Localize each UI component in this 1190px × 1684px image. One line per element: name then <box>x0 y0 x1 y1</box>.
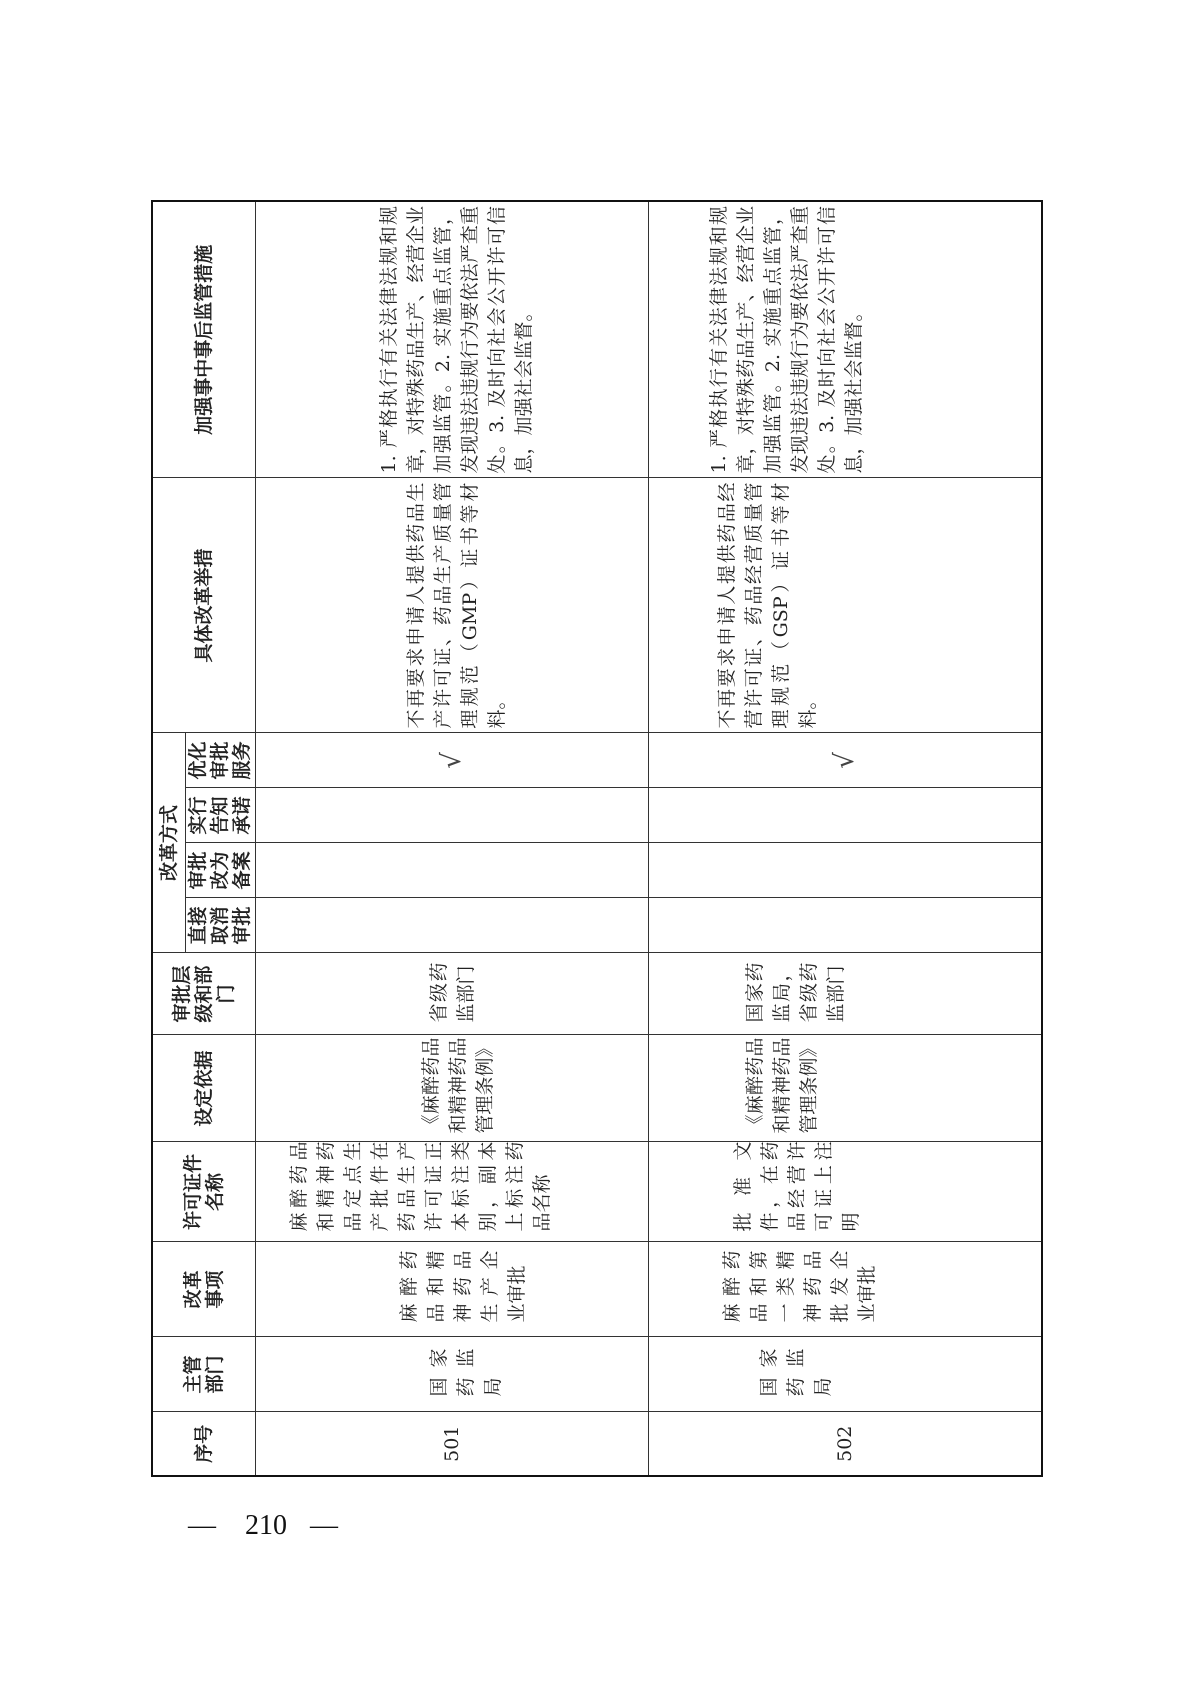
cell-mode-notice <box>648 788 1042 843</box>
cell-mode-cancel <box>255 898 648 953</box>
cell-measures: 不再要求申请人提供药品生产许可证、药品生产质量管理规范（GMP）证书等材料。 <box>255 478 648 733</box>
cell-item: 麻醉药品和精神药品生产企业审批 <box>255 1242 648 1337</box>
cell-measures: 不再要求申请人提供药品经营许可证、药品经营质量管理规范（GSP）证书等材料。 <box>648 478 1042 733</box>
cell-level: 省级药监部门 <box>255 953 648 1035</box>
cell-item: 麻醉药品和第一类精神药品批发企业审批 <box>648 1242 1042 1337</box>
cell-level: 国家药监局，省级药监部门 <box>648 953 1042 1035</box>
cell-seq: 501 <box>255 1412 648 1476</box>
table-row-501 <box>255 201 648 1476</box>
cell-mode-cancel <box>648 898 1042 953</box>
header-basis: 设定依据 <box>152 1035 255 1142</box>
header-row-top <box>152 201 185 1476</box>
cell-mode-record <box>648 843 1042 898</box>
cell-supervision: 1. 严格执行有关法律法规和规章，对特殊药品生产、经营企业加强监管。2. 实施重点监管，发现违法违规行为要依法严查重处。3. 及时向社会公开许可信息，加强社会监督。 <box>648 201 1042 478</box>
table-row-502 <box>648 201 1042 1476</box>
header-mode-record: 审批改为备案 <box>185 843 255 898</box>
header-mode-optimize: 优化审批服务 <box>185 733 255 788</box>
page-dash-left: — <box>188 1510 216 1541</box>
cell-mode-optimize: √ <box>255 733 648 788</box>
cell-mode-notice <box>255 788 648 843</box>
cell-dept: 国家药监局 <box>255 1337 648 1412</box>
page-dash-right: — <box>310 1510 338 1541</box>
cell-basis: 《麻醉药品和精神药品管理条例》 <box>648 1035 1042 1142</box>
cell-license: 批准文件，在药品经营许可证上注明 <box>648 1142 1042 1242</box>
header-dept: 主管部门 <box>152 1337 255 1412</box>
cell-seq: 502 <box>648 1412 1042 1476</box>
rotated-table-container <box>151 202 1041 1477</box>
header-mode-notice: 实行告知承诺 <box>185 788 255 843</box>
cell-mode-optimize: √ <box>648 733 1042 788</box>
reform-table <box>151 200 1043 1477</box>
header-measures: 具体改革举措 <box>152 478 255 733</box>
header-license: 许可证件名称 <box>152 1142 255 1242</box>
cell-supervision: 1. 严格执行有关法律法规和规章，对特殊药品生产、经营企业加强监管。2. 实施重点监管，发现违法违规行为要依法严查重处。3. 及时向社会公开许可信息，加强社会监督。 <box>255 201 648 478</box>
cell-dept: 国家药监局 <box>648 1337 1042 1412</box>
header-item: 改革事项 <box>152 1242 255 1337</box>
header-supervision: 加强事中事后监管措施 <box>152 201 255 478</box>
header-level: 审批层级和部门 <box>152 953 255 1035</box>
cell-license: 麻醉药品和精神药品定点生产批件在药品生产许可证正本标注类别，副本上标注药品名称 <box>255 1142 648 1242</box>
header-mode: 改革方式 <box>152 733 185 953</box>
header-seq: 序号 <box>152 1412 255 1476</box>
cell-mode-record <box>255 843 648 898</box>
cell-basis: 《麻醉药品和精神药品管理条例》 <box>255 1035 648 1142</box>
page-number: 210 <box>245 1510 287 1541</box>
header-mode-cancel: 直接取消审批 <box>185 898 255 953</box>
